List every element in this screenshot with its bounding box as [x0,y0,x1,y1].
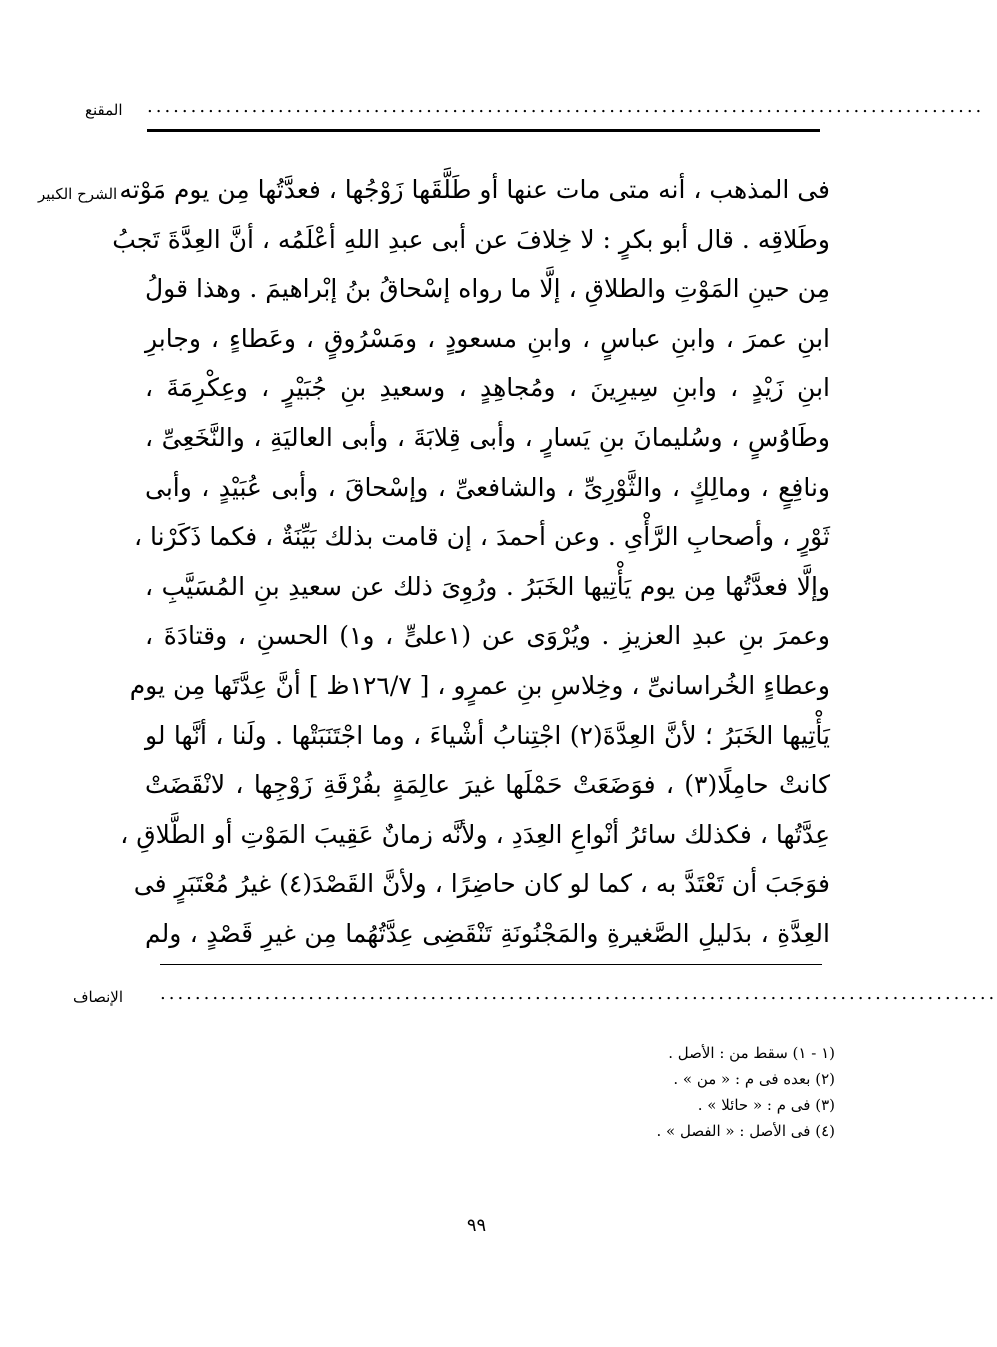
main-body-text [112,165,830,959]
body-line: ابنِ عمرَ ، وابنِ عباسٍ ، وابنِ مسعودٍ ، ومَسْرُوقٍ ، وعَطاءٍ ، وجابرِ [145,323,830,353]
body-bottom-rule [160,964,822,965]
footnote: (٣) فى م : « حائلا » . [697,1096,835,1114]
body-line: ونافِعٍ ، ومالِكٍ ، والثَّوْرِىِّ ، والشافعىِّ ، وإسْحاقَ ، وأبى عُبَيْدٍ ، وأبى [145,472,830,502]
body-line: وعمرَ بنِ عبدِ العزيزِ . ويُرْوَى عن (١علىٍّ ، و١) الحسنِ ، وقتادَةَ ، [145,621,830,651]
body-line: وطَلاقِه . قال أبو بكرٍ : لا خِلافَ عن أبى عبدِ اللهِ أعْلَمُه ، أنَّ العِدَّةَ تَجبُ [112,224,830,254]
insaf-label: الإنصاف [73,988,124,1006]
body-line: يَأْتِيها الخَبَرُ ؛ لأنَّ العِدَّةَ(٢) اجْتِنابُ أشْياءَ ، وما اجْتَنَبَتْها . ولَنا ، أنَّها لو [145,720,830,750]
body-line: وإلَّا فعدَّتُها مِن يوم يَأْتِيها الخَبَرُ . ورُوِىَ ذلك عن سعيدِ بنِ المُسَيَّبِ ، [145,571,830,601]
body-line: مِن حينِ المَوْتِ والطلاقِ ، إلَّا ما رواه إسْحاقُ بنُ إبْراهيمَ . وهذا قولُ [145,274,830,304]
body-line: وطَاوُسٍ ، وسُليمانَ بنِ يَسارٍ ، وأبى قِلابَةَ ، وأبى العاليَةِ ، والنَّخَعِىِّ ، [145,422,830,452]
footnote: (١ - ١) سقط من : الأصل . [668,1044,835,1062]
footnotes [435,1040,835,1144]
body-line: فى المذهب ، أنه متى مات عنها أو طَلَّقَها زَوْجُها ، فعدَّتُها مِن يوم مَوْته [119,175,830,204]
body-line: ثَوْرٍ ، وأصحابِ الرَّأْىِ . وعن أحمدَ ، إن قامت بذلك بَيِّنَةٌ ، فكما ذَكَرْنا ، [133,522,830,552]
footnote: (٢) بعده فى م : « من » . [673,1070,835,1088]
footnote: (٤) فى الأصل : « الفصل » . [656,1122,835,1140]
body-line: ابنِ زَيْدٍ ، وابنِ سِيرِينَ ، ومُجاهِدٍ ، وسعيدِ بنِ جُبَيْرٍ ، وعِكْرِمَةَ ، [145,373,830,403]
body-line: فوَجَبَ أن تَعْتَدَّ به ، كما لو كان حاضِرًا ، ولأنَّ القَصْدَ(٤) غيرُ مُعْتَبَرٍ فى [133,869,830,899]
book-title-label: المقنع [85,101,123,119]
header-dotted-line: ................................................................................................ [147,96,985,117]
page-number: ٩٩ [466,1215,487,1236]
body-line: كانتْ حامِلًا(٣) ، فوَضَعَتْ حَمْلَها غيرَ عالِمَةٍ بفُرْقَةِ زَوْجِها ، لانْقَضَتْ [145,770,830,800]
body-line: عِدَّتُها ، فكذلك سائرُ أنْواعِ العِدَدِ ، ولأنَّه زمانٌ عَقِيبَ المَوْتِ أو الطَّلاقِ ، [120,819,830,849]
body-line: العِدَّةِ ، بدَليلِ الصَّغيرةِ والمَجْنُونَةِ تَنْقَضِى عِدَّتُهُما مِن غيرِ قَصْدٍ ، ولم [145,918,830,948]
header-rule [147,129,820,132]
sharh-kabir-label: الشرح الكبير [38,185,118,203]
insaf-dotted-line: ................................................................................................ [160,983,997,1004]
body-line: وعطاءٍ الخُراسانىِّ ، وخِلاسِ بنِ عمرٍو ، [ ١٢٦/٧ظ ] أنَّ عِدَّتَها مِن يوم [129,670,830,700]
